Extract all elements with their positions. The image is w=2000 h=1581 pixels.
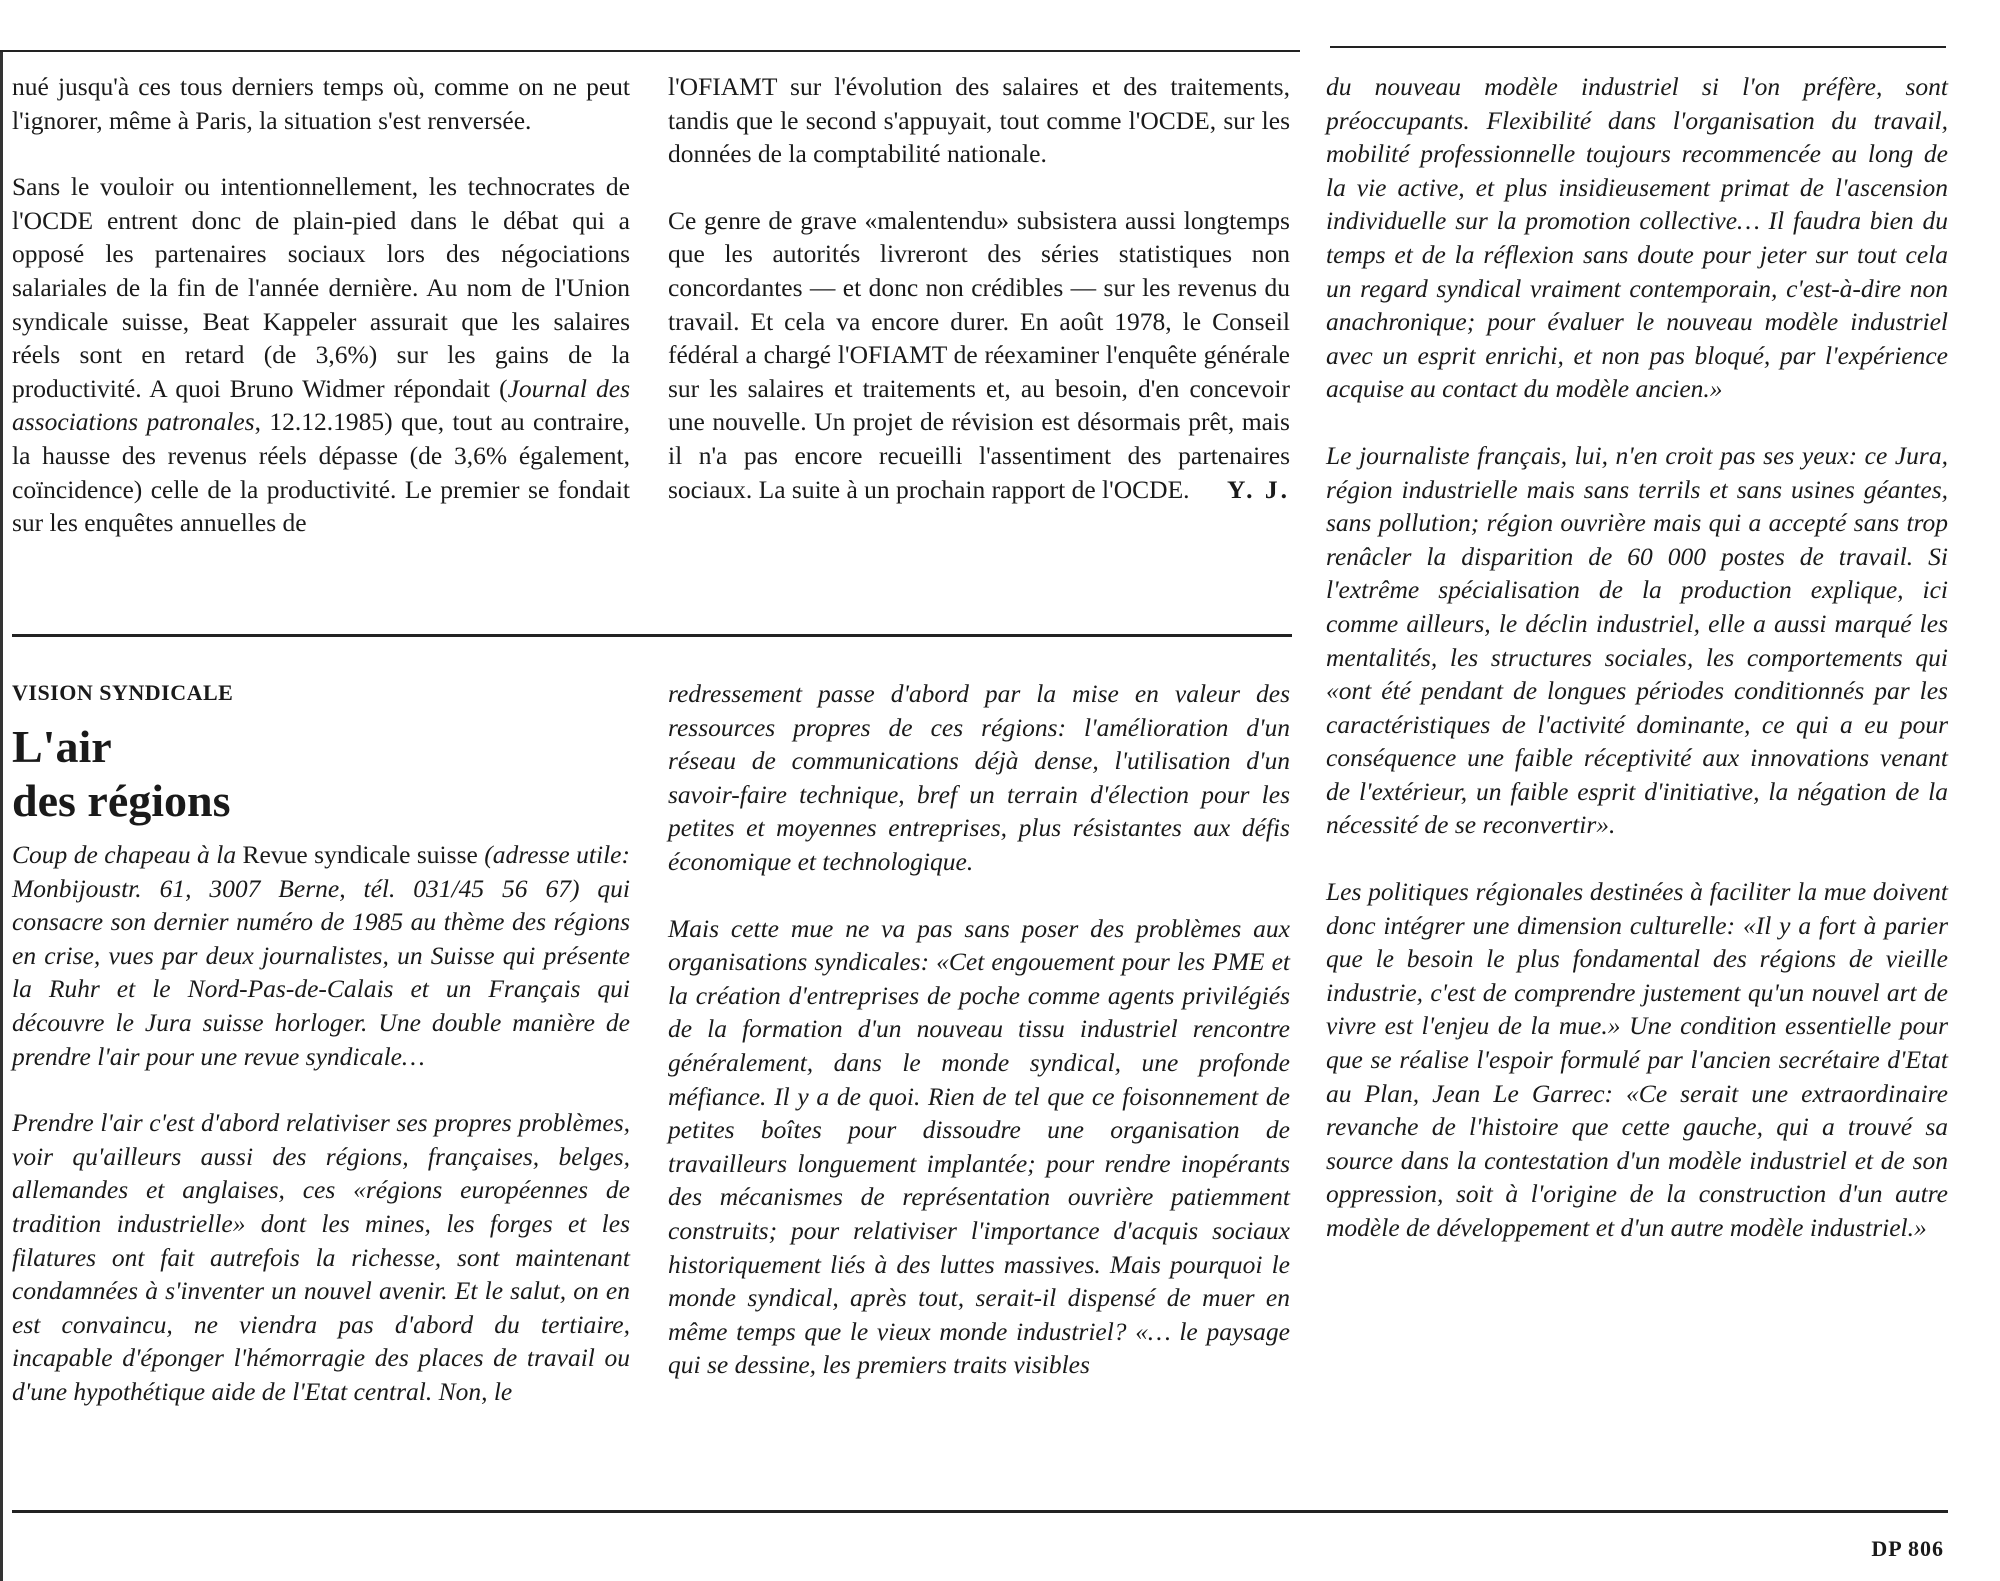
top-col1-paragraph-2: Sans le vouloir ou intentionnellement, les technocrates de l'OCDE entrent donc de plain-pied dans le débat qui a opposé les partenaires sociaux lors des négociations salariales de la fin de l'année dernière. Au nom de l'Union syndicale suisse, Beat Kappeler assurait que les salaires réels sont en retard (de 3,6%) sur les gains de la productivité. A quoi Bruno Widmer répondait (Journal des associations patronales, 12.12.1985) que, tout au contraire, la hausse des revenus réels dépasse (de 3,6% également, coïncidence) celle de la productivité. Le premier se fondait sur les enquêtes annuelles de — [12, 172, 631, 538]
article-column-2 — [668, 677, 1290, 1382]
article-intro: Coup de chapeau à la Revue syndicale suisse (adresse utile: Monbijoustr. 61, 3007 Berne, tél. 031/45 56 67) qui consacre son dernier numéro de 1985 au thème des régions en crise, vues par deux journalistes, un Suisse qui présente la Ruhr et le Nord-Pas-de-Calais et un Français qui découvre le Jura suisse horloger. Une double manière de prendre l'air pour une revue syndicale… — [12, 840, 630, 1071]
top-rule-left — [0, 50, 1300, 52]
section-divider — [12, 634, 1292, 637]
top-column-2 — [668, 70, 1290, 506]
top-col2-paragraph-1: l'OFIAMT sur l'évolution des salaires et des traitements, tandis que le second s'appuyait, tout comme l'OCDE, sur les données de la comptabilité nationale. — [668, 72, 1290, 169]
top-column-1 — [12, 70, 630, 540]
article-col2-paragraph-1: redressement passe d'abord par la mise en valeur des ressources propres de ces régions: l'amélioration d'un réseau de communications déjà dense, l'utilisation d'un savoir-faire technique, bref un terrain d'élection pour les petites et moyennes entreprises, plus résistantes aux défis économique et technologique. — [668, 679, 1290, 876]
top-rule-right — [1330, 46, 1946, 48]
article-col3-paragraph-3: Les politiques régionales destinées à faciliter la mue doivent donc intégrer une dimension culturelle: «Il y a fort à parier que le besoin le plus fondamental des régions de vieille industrie, c'est de comprendre justement qu'un nouvel art de vivre est l'enjeu de la mue.» Une condition essentielle pour que se réalise l'espoir formulé par l'ancien secrétaire d'Etat au Plan, Jean Le Garrec: «Ce serait une extraordinaire revanche de l'histoire que cette gauche, qui a trouvé sa source dans la contestation d'un modèle industriel et de son oppression, soit à l'origine de la construction d'un autre modèle de développement et d'un autre modèle industriel.» — [1326, 877, 1948, 1242]
article-col3-paragraph-1: du nouveau modèle industriel si l'on préfère, sont préoccupants. Flexibilité dans l'organisation du travail, mobilité professionnelle toujours recommencée au long de la vie active, et plus insidieusement primat de l'ascension individuelle sur la promotion collective… Il faudra bien du temps et de la réflexion sans doute pour jeter sur tout cela un regard syndical vraiment contemporain, c'est-à-dire non anachronique; pour évaluer le nouveau modèle industriel avec un esprit enrichi, et non pas bloqué, par l'expérience acquise au contact du modèle ancien.» — [1326, 72, 1948, 404]
page-edge — [0, 52, 3, 1581]
article-kicker: VISION SYNDICALE — [12, 680, 234, 705]
article-col2-paragraph-2: Mais cette mue ne va pas sans poser des problèmes aux organisations syndicales: «Cet engouement pour les PME et la création d'entreprises de poche comme agents privilégiés de la formation d'un nouveau tissu industriel rencontre généralement, dans le monde syndical, une profonde méfiance. Il y a de quoi. Rien de tel que ce foisonnement de petites boîtes pour dissoudre une organisation de travailleurs longuement implantée; pour rendre inopérants des mécanismes de représentation ouvrière patiemment construits; pour relativiser l'importance d'acquis sociaux historiquement liés à des luttes massives. Mais pourquoi le monde syndical, après tout, serait-il dispensé de muer en même temps que le vieux monde industriel? «… le paysage qui se dessine, les premiers traits visibles — [668, 913, 1290, 1380]
top-col2-paragraph-2: Ce genre de grave «malentendu» subsistera aussi longtemps que les autorités livreront des séries statistiques non concordantes — et donc non crédibles — sur les revenus du travail. Et cela va encore durer. En août 1978, le Conseil fédéral a chargé l'OFIAMT de réexaminer l'enquête générale sur les salaires et traitements et, au besoin, d'en concevoir une nouvelle. Un projet de révision est désormais prêt, mais il n'a pas encore recueilli l'assentiment des partenaires sociaux. La suite à un prochain rapport de l'OCDE. Y. J. — [668, 204, 1290, 506]
article-column-3 — [1326, 70, 1948, 1245]
author-signature: Y. J. — [1227, 474, 1290, 504]
bottom-rule — [12, 1510, 1948, 1513]
article-col1-paragraph-2: Prendre l'air c'est d'abord relativiser ses propres problèmes, voir qu'ailleurs aussi des régions, françaises, belges, allemandes et anglaises, ces «régions européennes de tradition industrielle» dont les mines, les forges et les filatures ont fait autrefois la richesse, sont maintenant condamnées à s'inventer un nouvel avenir. Et le salut, on en est convaincu, ne viendra pas d'abord du tertiaire, incapable d'éponger l'hémorragie des places de travail ou d'une hypothétique aide de l'Etat central. Non, le — [12, 1108, 630, 1406]
article-col3-paragraph-2: Le journaliste français, lui, n'en croit pas ses yeux: ce Jura, région industrielle mais sans terrils et sans usines géantes, sans pollution; région ouvrière mais qui a accepté sans trop renâcler la disparition de 60 000 postes de travail. Si l'extrême spécialisation de la production explique, ici comme ailleurs, le déclin industriel, elle a aussi marqué les mentalités, les structures sociales, les comportements qui «ont été pendant de longues périodes conditionnés par les caractéristiques de l'activité dominante, ce qui a eu pour conséquence une faible réceptivité aux innovations venant de l'extérieur, un faible esprit d'initiative, la négation de la nécessité de se reconvertir». — [1326, 440, 1948, 840]
article-column-1 — [12, 680, 630, 1409]
article-headline: L'air des régions — [12, 721, 231, 826]
top-col1-paragraph-1: nué jusqu'à ces tous derniers temps où, comme on ne peut l'ignorer, même à Paris, la situation s'est renversée. — [12, 72, 630, 135]
page-folio: DP 806 — [1871, 1536, 1944, 1561]
